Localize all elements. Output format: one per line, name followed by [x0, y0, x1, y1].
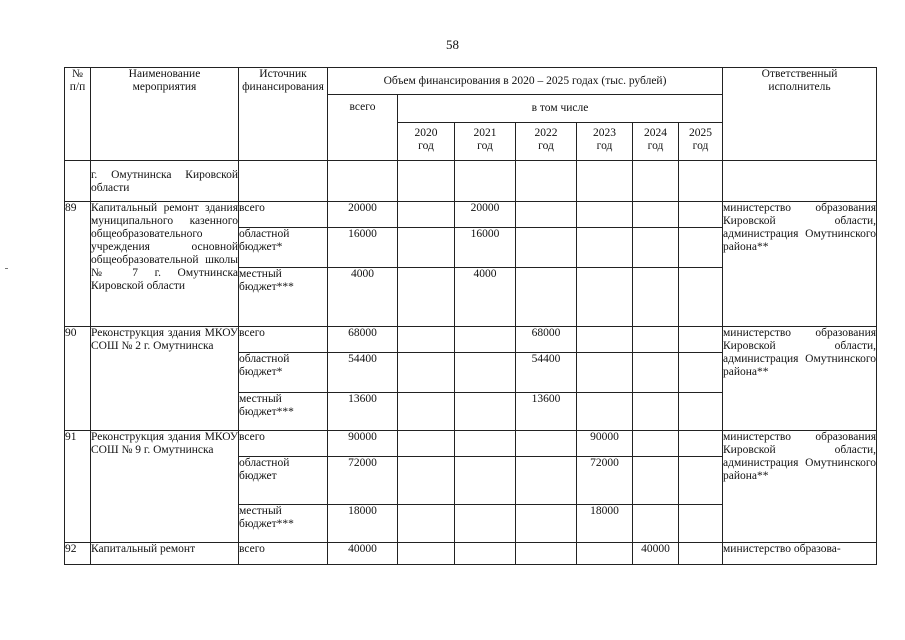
row-year-value-2022: 13600 [516, 393, 577, 431]
row-number: 92 [65, 543, 91, 565]
financing-table [64, 67, 877, 565]
row-funding-source: областной бюджет* [239, 353, 328, 393]
row-funding-source: всего [239, 202, 328, 228]
row-number: 89 [65, 202, 91, 327]
row-number: 91 [65, 431, 91, 543]
row-year-value-2020 [398, 431, 455, 457]
header-year-5: 2025 год [679, 123, 723, 161]
row-measure-name: Реконструкция здания МКОУ СОШ № 2 г. Омутнинска [91, 327, 239, 431]
row-year-value-2021 [455, 505, 516, 543]
row-year-value-2025 [679, 457, 723, 505]
row-funding-source: всего [239, 543, 328, 565]
header-year-3: 2023 год [577, 123, 633, 161]
header-year-4: 2024 год [633, 123, 679, 161]
header-responsible: Ответственный исполнитель [723, 68, 877, 161]
row-funding-source: областной бюджет [239, 457, 328, 505]
row-year-value-2021 [455, 457, 516, 505]
row-funding-source: местный бюджет*** [239, 268, 328, 327]
row-year-value-2023 [577, 268, 633, 327]
header-including: в том числе [398, 95, 723, 123]
row-year-value-2023 [577, 327, 633, 353]
row-total-value: 18000 [328, 505, 398, 543]
continuation-num-cell [65, 161, 91, 202]
row-year-value-2022 [516, 431, 577, 457]
row-year-value-2025 [679, 268, 723, 327]
row-year-value-2023: 90000 [577, 431, 633, 457]
row-total-value: 16000 [328, 228, 398, 268]
row-year-value-2021 [455, 543, 516, 565]
header-name: Наименование мероприятия [91, 68, 239, 161]
row-measure-name: Капитальный ремонт здания муниципального казенного общеобразовательного учреждения основной общеобразовательной школы № 7 г. Омутнинска Кировской области [91, 202, 239, 327]
row-responsible: министерство образова- [723, 543, 877, 565]
row-measure-name: Капитальный ремонт [91, 543, 239, 565]
row-total-value: 72000 [328, 457, 398, 505]
row-year-value-2020 [398, 457, 455, 505]
row-year-value-2024 [633, 505, 679, 543]
row-year-value-2024: 40000 [633, 543, 679, 565]
row-year-value-2020 [398, 268, 455, 327]
row-year-value-2022 [516, 268, 577, 327]
row-year-value-2024 [633, 457, 679, 505]
row-responsible: министерство образования Кировской области, администрация Омутнинского района** [723, 431, 877, 543]
row-year-value-2020 [398, 228, 455, 268]
row-year-value-2020 [398, 505, 455, 543]
row-year-value-2023: 72000 [577, 457, 633, 505]
header-num: № п/п [65, 68, 91, 161]
row-year-value-2020 [398, 202, 455, 228]
row-year-value-2024 [633, 393, 679, 431]
row-year-value-2022 [516, 505, 577, 543]
row-year-value-2025 [679, 543, 723, 565]
row-year-value-2021 [455, 393, 516, 431]
header-year-1: 2021 год [455, 123, 516, 161]
table-row [65, 327, 877, 353]
row-total-value: 40000 [328, 543, 398, 565]
header-year-2: 2022 год [516, 123, 577, 161]
row-year-value-2021: 20000 [455, 202, 516, 228]
row-total-value: 13600 [328, 393, 398, 431]
margin-mark [5, 268, 8, 269]
row-year-value-2023: 18000 [577, 505, 633, 543]
row-responsible: министерство образования Кировской области, администрация Омутнинского района** [723, 202, 877, 327]
table-row [65, 202, 877, 228]
row-total-value: 68000 [328, 327, 398, 353]
row-year-value-2024 [633, 431, 679, 457]
row-measure-name: Реконструкция здания МКОУ СОШ № 9 г. Омутнинска [91, 431, 239, 543]
row-year-value-2021 [455, 353, 516, 393]
row-year-value-2021: 16000 [455, 228, 516, 268]
row-funding-source: областной бюджет* [239, 228, 328, 268]
row-year-value-2022: 54400 [516, 353, 577, 393]
row-year-value-2025 [679, 228, 723, 268]
row-year-value-2024 [633, 202, 679, 228]
page-number: 58 [446, 37, 459, 52]
row-number: 90 [65, 327, 91, 431]
header-total: всего [328, 95, 398, 161]
row-year-value-2025 [679, 353, 723, 393]
row-funding-source: местный бюджет*** [239, 505, 328, 543]
row-year-value-2025 [679, 202, 723, 228]
row-total-value: 54400 [328, 353, 398, 393]
row-year-value-2020 [398, 393, 455, 431]
header-source: Источник финансирования [239, 68, 328, 161]
row-year-value-2020 [398, 353, 455, 393]
row-funding-source: всего [239, 327, 328, 353]
row-year-value-2022 [516, 457, 577, 505]
continuation-name-cell: г. Омутнинска Кировской области [91, 161, 239, 202]
row-year-value-2025 [679, 393, 723, 431]
row-funding-source: всего [239, 431, 328, 457]
table-row [65, 431, 877, 457]
row-year-value-2024 [633, 327, 679, 353]
row-year-value-2024 [633, 353, 679, 393]
row-year-value-2023 [577, 393, 633, 431]
header-volume: Объем финансирования в 2020 – 2025 годах (тыс. рублей) [328, 68, 723, 95]
row-year-value-2023 [577, 228, 633, 268]
table-row [65, 543, 877, 565]
row-year-value-2022 [516, 228, 577, 268]
row-year-value-2020 [398, 327, 455, 353]
row-year-value-2025 [679, 431, 723, 457]
row-funding-source: местный бюджет*** [239, 393, 328, 431]
row-year-value-2020 [398, 543, 455, 565]
row-year-value-2023 [577, 202, 633, 228]
row-year-value-2023 [577, 353, 633, 393]
row-year-value-2022: 68000 [516, 327, 577, 353]
row-year-value-2023 [577, 543, 633, 565]
row-total-value: 4000 [328, 268, 398, 327]
row-year-value-2025 [679, 505, 723, 543]
row-year-value-2022 [516, 543, 577, 565]
row-year-value-2021: 4000 [455, 268, 516, 327]
row-year-value-2022 [516, 202, 577, 228]
row-year-value-2024 [633, 268, 679, 327]
row-year-value-2024 [633, 228, 679, 268]
row-year-value-2021 [455, 431, 516, 457]
row-year-value-2021 [455, 327, 516, 353]
row-total-value: 20000 [328, 202, 398, 228]
row-year-value-2025 [679, 327, 723, 353]
row-total-value: 90000 [328, 431, 398, 457]
header-year-0: 2020 год [398, 123, 455, 161]
row-responsible: министерство образования Кировской области, администрация Омутнинского района** [723, 327, 877, 431]
